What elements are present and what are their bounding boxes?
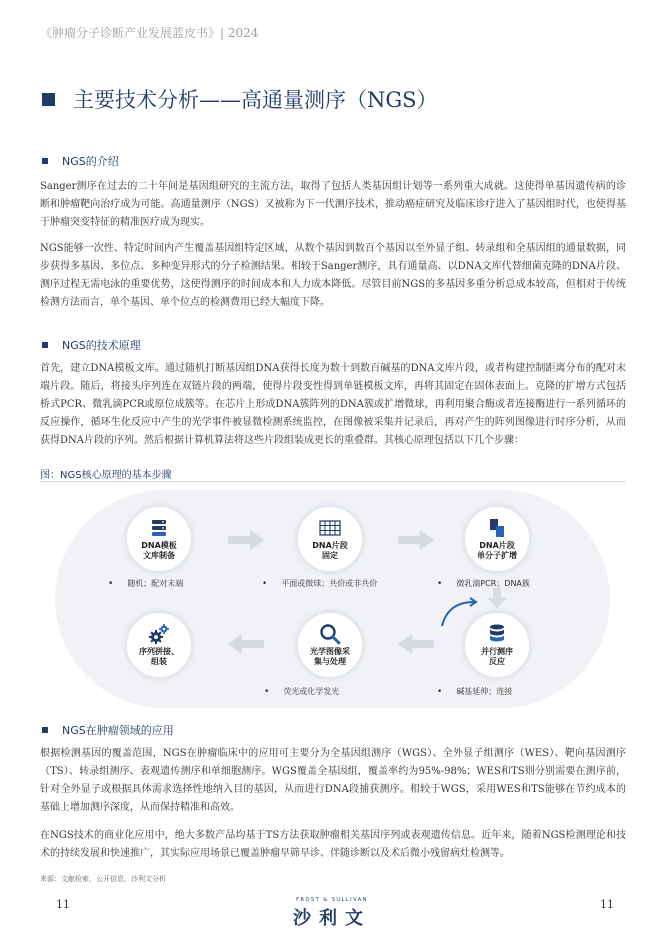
- step-node-amplification: [464, 506, 530, 572]
- bullet-dot-icon: •: [108, 578, 114, 589]
- step-note: • 荧光或化学发光: [264, 686, 340, 697]
- bullet-dot-icon: •: [437, 686, 443, 697]
- application-heading: [42, 722, 174, 738]
- magnifier-icon: [319, 623, 341, 645]
- arrow-down-icon: [487, 588, 507, 608]
- title-square-icon: [42, 93, 55, 106]
- application-heading-text: NGS在肿瘤领域的应用: [62, 724, 174, 737]
- frost-sullivan-logo: [282, 897, 382, 930]
- source-note: 来源：文献检索，公开信息，沙利文分析: [40, 875, 166, 883]
- intro-paragraph-2: NGS能够一次性、特定时间内产生覆盖基因组特定区域，从数个基因到数百个基因以至外显子组、转录组和全基因组的通量数据，同步获得多基因、多位点、多种变异形式的分子检测结果。相较于Sanger测序，具有通量高、以DNA文库代替细菌克隆的DNA片段、测序过程无需电泳的重要优势，这使得测序的时间成本和人力成本降低。尽管目前NGS的多基因多重分析总成本较高，但相对于传统检测方法而言，单个基因、单个位点的检测费用已经大幅度下降。: [40, 243, 626, 308]
- header-title: 《肿瘤分子诊断产业发展蓝皮书》| 2024: [40, 26, 259, 40]
- step-label: DNA片段 单分子扩增: [477, 541, 517, 560]
- database-icon: [489, 623, 505, 645]
- step-label: 序列拼接、 组装: [139, 647, 179, 666]
- arrow-right-icon: [228, 530, 264, 550]
- server-icon: [150, 517, 168, 539]
- bullet-dot-icon: •: [262, 578, 268, 589]
- step-label: 光学图像采 集与处理: [310, 647, 350, 666]
- section-title: [42, 84, 438, 114]
- figure-divider: [40, 481, 626, 482]
- page-number-right: 11: [600, 898, 614, 911]
- principle-paragraph: 首先，建立DNA模板文库。通过随机打断基因组DNA获得长度为数十到数百碱基的DNA文库片段，或者构建控制距离分布的配对末端片段。随后，将接头序列连在双链片段的两端，使得片段变性得到单链模板文库，再将其固定在固体表面上。克隆的扩增方式包括桥式PCR、微乳滴PCR或原位成簇等。在芯片上形成DNA簇阵列的DNA簇或扩增微球，再利用聚合酶或者连接酶进行一系列循环的反应操作，循环生化反应中产生的光学事件被显微检测系统监控，在图像被采集并记录后，再对产生的阵列图像进行时序分析，从而获得DNA片段的序列。然后根据计算机算法将这些片段组装成更长的重叠群。其核心原理包括以下几个步骤：: [40, 363, 626, 446]
- intro-paragraph-1: Sanger测序在过去的二十年间是基因组研究的主流方法，取得了包括人类基因组计划等一系列重大成就。这使得单基因遗传病的诊断和肿瘤靶向治疗成为可能。高通量测序（NGS）又被称为下一代测序技术，推动癌症研究及临床诊疗进入了基因组时代，也使得基于肿瘤突变特征的精准医疗成为现实。: [40, 181, 626, 228]
- step-note: • 平面或微球；共价或非共价: [262, 578, 378, 589]
- principle-heading: [42, 337, 141, 353]
- bullet-square-icon: [42, 158, 48, 164]
- page-number-left: 11: [56, 898, 70, 911]
- arrow-left-icon: [228, 634, 264, 654]
- grid-icon: [319, 517, 341, 539]
- step-node-assembly: [126, 612, 192, 678]
- curved-arrow-icon: [440, 596, 480, 636]
- bullet-dot-icon: •: [264, 686, 270, 697]
- bullet-dot-icon: •: [437, 578, 443, 589]
- step-node-library-prep: [126, 506, 192, 572]
- step-note: • 随机；配对末端: [108, 578, 184, 589]
- logo-small-text: FROST & SULLIVAN: [296, 897, 368, 903]
- figure-title: 图：NGS核心原理的基本步骤: [40, 470, 172, 481]
- step-label: DNA模板 文库制备: [141, 541, 177, 560]
- step-label: 并行测序 反应: [481, 647, 513, 666]
- step-label: DNA片段 固定: [312, 541, 348, 560]
- section-title-text: 主要技术分析——高通量测序（NGS）: [73, 88, 438, 112]
- step-node-fragment-fixation: [297, 506, 363, 572]
- application-paragraph-1: 根据检测基因的覆盖范围，NGS在肿瘤临床中的应用可主要分为全基因组测序（WGS）、全外显子组测序（WES）、靶向基因测序（TS）、转录组测序、表观遗传测序和单细胞测序。WGS覆盖全基因组，覆盖率约为95%-98%；WES和TS则分别需要在测序前，针对全外显子或根据具体需求选择性地纳入目的基因，从而进行DNA段捕获测序。相较于WGS，采用WES和TS能够在节约成本的基础上增加测序深度，从而保持精准和高效。: [40, 748, 626, 813]
- documents-icon: [488, 517, 506, 539]
- intro-heading: [42, 153, 119, 169]
- gears-icon: [148, 623, 170, 645]
- intro-heading-text: NGS的介绍: [62, 155, 119, 168]
- principle-heading-text: NGS的技术原理: [62, 339, 141, 352]
- application-paragraph-2: 在NGS技术的商业化应用中，绝大多数产品均基于TS方法获取肿瘤相关基因序列或表观遗传信息。近年来，随着NGS检测理论和技术的持续发展和快速推广，其实际应用场景已覆盖肿瘤早筛早诊、伴随诊断以及术后微小残留病灶检测等。: [40, 830, 626, 859]
- arrow-left-icon: [398, 634, 434, 654]
- bullet-square-icon: [42, 342, 48, 348]
- step-note: • 碱基延伸；连接: [437, 686, 513, 697]
- bullet-square-icon: [42, 727, 48, 733]
- step-node-imaging: [297, 612, 363, 678]
- logo-big-text: 沙利文: [293, 908, 371, 929]
- arrow-right-icon: [398, 530, 434, 550]
- step-note: • 微乳滴PCR；DNA簇: [437, 578, 530, 589]
